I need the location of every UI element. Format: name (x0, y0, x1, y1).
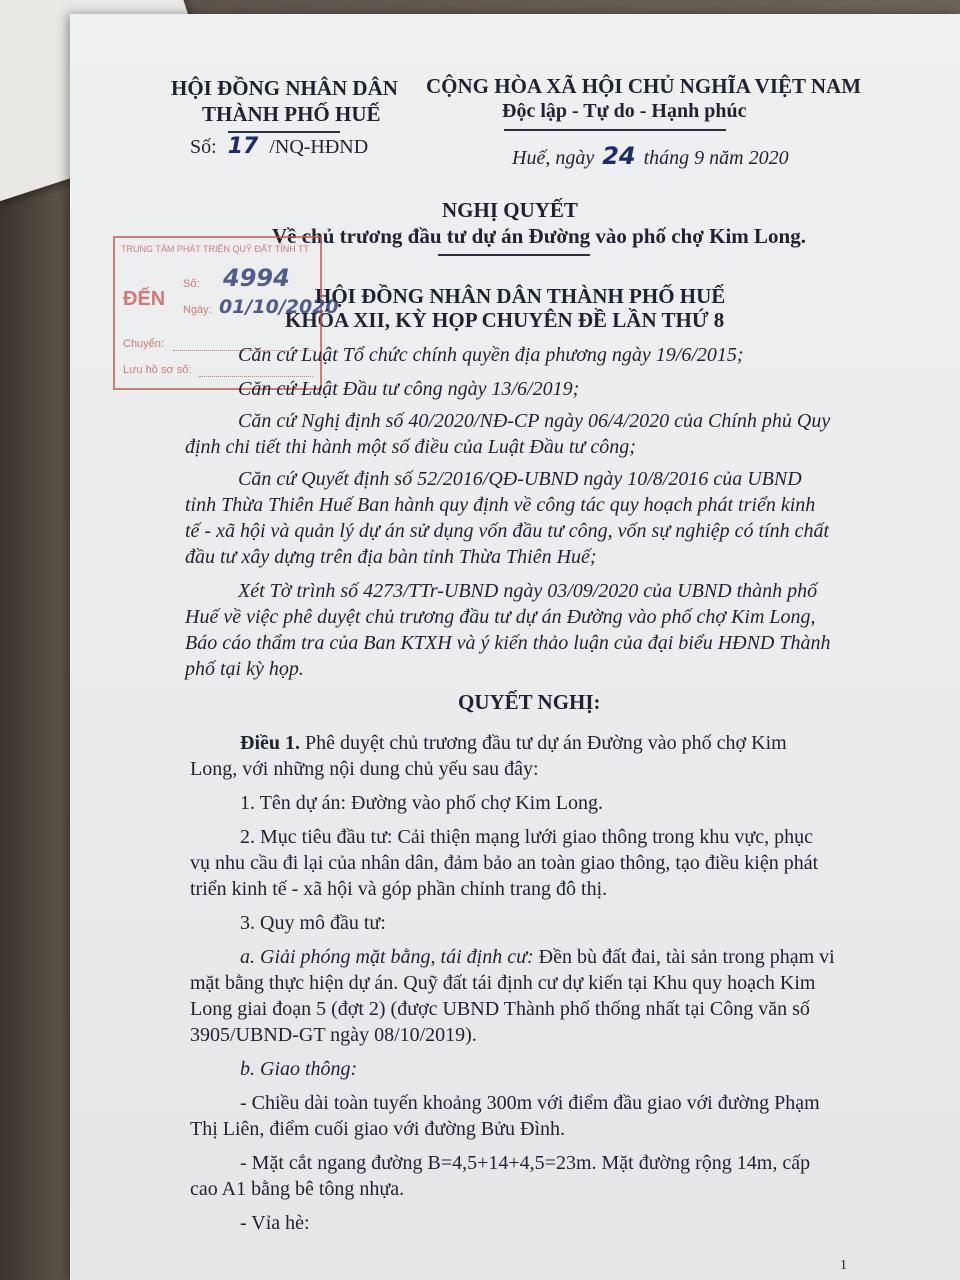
item-2-line1: 2. Mục tiêu đầu tư: Cải thiện mạng lưới giao thông trong khu vực, phục (240, 826, 814, 848)
item-3a-line1: a. Giải phóng mặt bằng, tái định cư: Đền bù đất đai, tài sản trong phạm vi (240, 946, 835, 968)
document-page (70, 14, 960, 1280)
preamble-line: Báo cáo thẩm tra của Ban KTXH và ý kiến thảo luận của đại biểu HĐND Thành (185, 632, 831, 654)
subject-underline (438, 254, 590, 256)
handwritten-day: 24 (602, 142, 636, 170)
resolution-heading: NGHỊ QUYẾT (442, 198, 578, 222)
item-3b-line3: - Mặt cắt ngang đường B=4,5+14+4,5=23m. Mặt đường rộng 14m, cấp (240, 1152, 811, 1174)
item-3b-line5: - Vỉa hè: (240, 1212, 310, 1234)
stamp-so-label: Số: (183, 278, 200, 290)
preamble-line: định chi tiết thi hành một số điều của Luật Đầu tư công; (185, 436, 636, 458)
preamble-line: tỉnh Thừa Thiên Huế Ban hành quy định về công tác quy hoạch phát triển kinh (185, 494, 816, 516)
item-1: 1. Tên dự án: Đường vào phố chợ Kim Long. (240, 792, 603, 814)
article-1-line1: Điều 1. Phê duyệt chủ trương đầu tư dự án Đường vào phố chợ Kim (240, 732, 787, 754)
org-name-line1: HỘI ĐỒNG NHÂN DÂN (171, 76, 398, 100)
place-date: Huế, ngày 24 tháng 9 năm 2020 (512, 142, 789, 170)
page-number: 1 (840, 1258, 847, 1273)
item-3b-line4: cao A1 bằng bê tông nhựa. (190, 1178, 405, 1200)
preamble-line: Căn cứ Nghị định số 40/2020/NĐ-CP ngày 06/4/2020 của Chính phủ Quy (238, 410, 831, 432)
nation-title: CỘNG HÒA XÃ HỘI CHỦ NGHĨA VIỆT NAM (426, 74, 862, 98)
motto-underline (504, 129, 726, 131)
preamble-line: phố tại kỳ họp. (185, 658, 304, 680)
item-3: 3. Quy mô đầu tư: (240, 912, 386, 934)
preamble-line: Xét Tờ trình số 4273/TTr-UBND ngày 03/09/2020 của UBND thành phố (238, 580, 818, 602)
stamp-chuyen-label: Chuyển: (123, 338, 164, 350)
handwritten-number: 17 (227, 134, 259, 159)
article-1-line2: Long, với những nội dung chủ yếu sau đây: (190, 758, 539, 780)
preamble-line: Căn cứ Luật Tổ chức chính quyền địa phương ngày 19/6/2015; (238, 344, 744, 366)
council-name: HỘI ĐỒNG NHÂN DÂN THÀNH PHỐ HUẾ (315, 284, 726, 308)
item-3a-line4: 3905/UBND-GT ngày 08/10/2019). (190, 1024, 477, 1046)
stamp-ngay-label: Ngày: (183, 304, 212, 316)
stamp-luu-label: Lưu hồ sơ số: (123, 364, 192, 376)
org-name-line2: THÀNH PHỐ HUẾ (202, 102, 381, 126)
preamble-line: Căn cứ Quyết định số 52/2016/QĐ-UBND ngày 10/8/2016 của UBND (238, 468, 802, 490)
header-underline (228, 131, 340, 133)
item-3a-line3: Long giai đoạn 5 (đợt 2) (được UBND Thành phố thống nhất tại Công văn số (190, 998, 810, 1020)
item-2-line2: vụ nhu cầu đi lại của nhân dân, đảm bảo an toàn giao thông, tạo điều kiện phát (190, 852, 819, 874)
nation-motto: Độc lập - Tự do - Hạnh phúc (502, 100, 747, 122)
item-3b-label: b. Giao thông: (240, 1058, 358, 1080)
stamp-so-value: 4994 (223, 264, 290, 292)
stamp-org: TRUNG TÂM PHÁT TRIỂN QUỸ ĐẤT TỈNH TT (121, 244, 310, 254)
preamble-line: tế - xã hội và quản lý dự án sử dụng vốn đầu tư công, vốn sự nghiệp có tính chất (185, 520, 830, 542)
item-3b-line2: Thị Liên, điểm cuối giao với đường Bửu Đình. (190, 1118, 566, 1140)
stamp-ngay-value: 01/10/2020 (219, 296, 339, 318)
decision-heading: QUYẾT NGHỊ: (458, 690, 601, 714)
stamp-den: ĐẾN (123, 288, 166, 310)
item-2-line3: triển kinh tế - xã hội và góp phần chỉnh trang đô thị. (190, 878, 608, 900)
item-3b-line1: - Chiều dài toàn tuyến khoảng 300m với điểm đầu giao với đường Phạm (240, 1092, 820, 1114)
preamble-line: Căn cứ Luật Đầu tư công ngày 13/6/2019; (238, 378, 580, 400)
preamble-line: Huế về việc phê duyệt chủ trương đầu tư dự án Đường vào phố chợ Kim Long, (185, 606, 816, 628)
item-3a-line2: mặt bằng thực hiện dự án. Quỹ đất tái định cư dự kiến tại Khu quy hoạch Kim (190, 972, 816, 994)
resolution-subject: Về chủ trương đầu tư dự án Đường vào phố chợ Kim Long. (272, 224, 806, 248)
council-session: KHÓA XII, KỲ HỌP CHUYÊN ĐỀ LẦN THỨ 8 (285, 308, 725, 332)
doc-number: Số: 17 /NQ-HĐND (190, 134, 369, 159)
preamble-line: đầu tư xây dựng trên địa bàn tỉnh Thừa Thiên Huế; (185, 546, 597, 568)
